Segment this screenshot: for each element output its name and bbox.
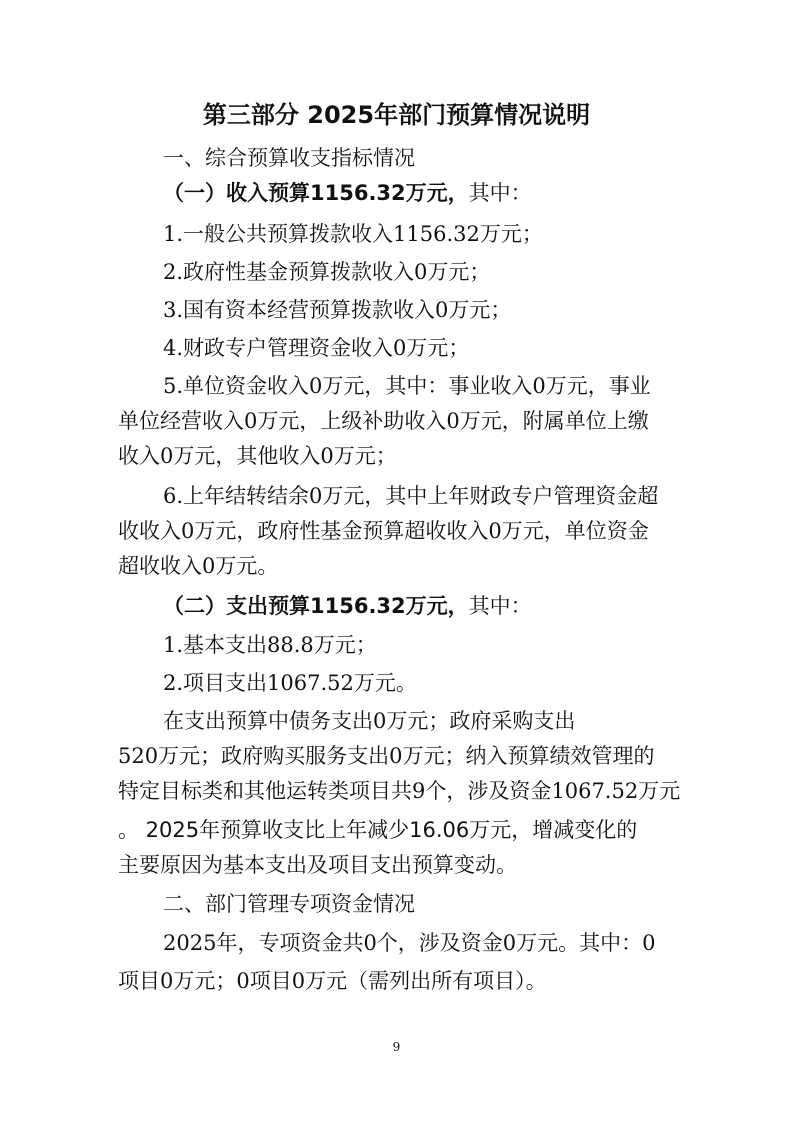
expense-heading-tail: 其中： bbox=[468, 594, 532, 618]
income-heading-bold: （一）收入预算1156.32万元， bbox=[163, 181, 469, 205]
income-item-5-line-1: 5.单位资金收入0万元，其中：事业收入0万元，事业 bbox=[163, 374, 651, 398]
expense-heading bbox=[163, 591, 532, 621]
section-heading-1: 一、综合预算收支指标情况 bbox=[163, 146, 415, 170]
income-item-5-line-2: 单位经营收入0万元，上级补助收入0万元，附属单位上缴 bbox=[118, 409, 649, 433]
income-item-3: 3.国有资本经营预算拨款收入0万元； bbox=[163, 298, 512, 322]
income-heading bbox=[163, 178, 532, 208]
expense-heading-bold: （二）支出预算1156.32万元， bbox=[163, 594, 469, 618]
section2-para-line-1: 2025年，专项资金共0个，涉及资金0万元。其中：0 bbox=[163, 931, 656, 955]
income-item-4: 4.财政专户管理资金收入0万元； bbox=[163, 336, 470, 360]
expense-para-line-2: 520万元；政府购买服务支出0万元；纳入预算绩效管理的 bbox=[118, 744, 655, 768]
income-item-5-line-3: 收入0万元，其他收入0万元； bbox=[118, 444, 397, 468]
expense-item-2: 2.项目支出1067.52万元。 bbox=[163, 671, 417, 695]
income-heading-tail: 其中： bbox=[468, 181, 532, 205]
page-number: 9 bbox=[392, 1040, 401, 1054]
page-title: 第三部分 2025年部门预算情况说明 bbox=[202, 101, 591, 129]
income-item-6-line-2: 收收入0万元，政府性基金预算超收收入0万元，单位资金 bbox=[118, 519, 649, 543]
income-item-6-line-1: 6.上年结转结余0万元，其中上年财政专户管理资金超 bbox=[163, 484, 659, 508]
income-item-1: 1.一般公共预算拨款收入1156.32万元； bbox=[163, 222, 543, 246]
expense-para-line-4: 。 2025年预算收支比上年减少16.06万元，增减变化的 bbox=[118, 818, 638, 842]
expense-para-line-5: 主要原因为基本支出及项目支出预算变动。 bbox=[118, 853, 517, 877]
expense-item-1: 1.基本支出88.8万元； bbox=[163, 633, 377, 657]
income-item-6-line-3: 超收收入0万元。 bbox=[118, 554, 279, 578]
income-item-2: 2.政府性基金预算拨款收入0万元； bbox=[163, 260, 491, 284]
section2-para-line-2: 项目0万元；0项目0万元（需列出所有项目）。 bbox=[118, 969, 547, 993]
section-heading-2: 二、部门管理专项资金情况 bbox=[163, 892, 415, 916]
expense-para-line-1: 在支出预算中债务支出0万元；政府采购支出 bbox=[163, 709, 576, 733]
expense-para-line-3: 特定目标类和其他运转类项目共9个，涉及资金1067.52万元 bbox=[118, 779, 681, 803]
